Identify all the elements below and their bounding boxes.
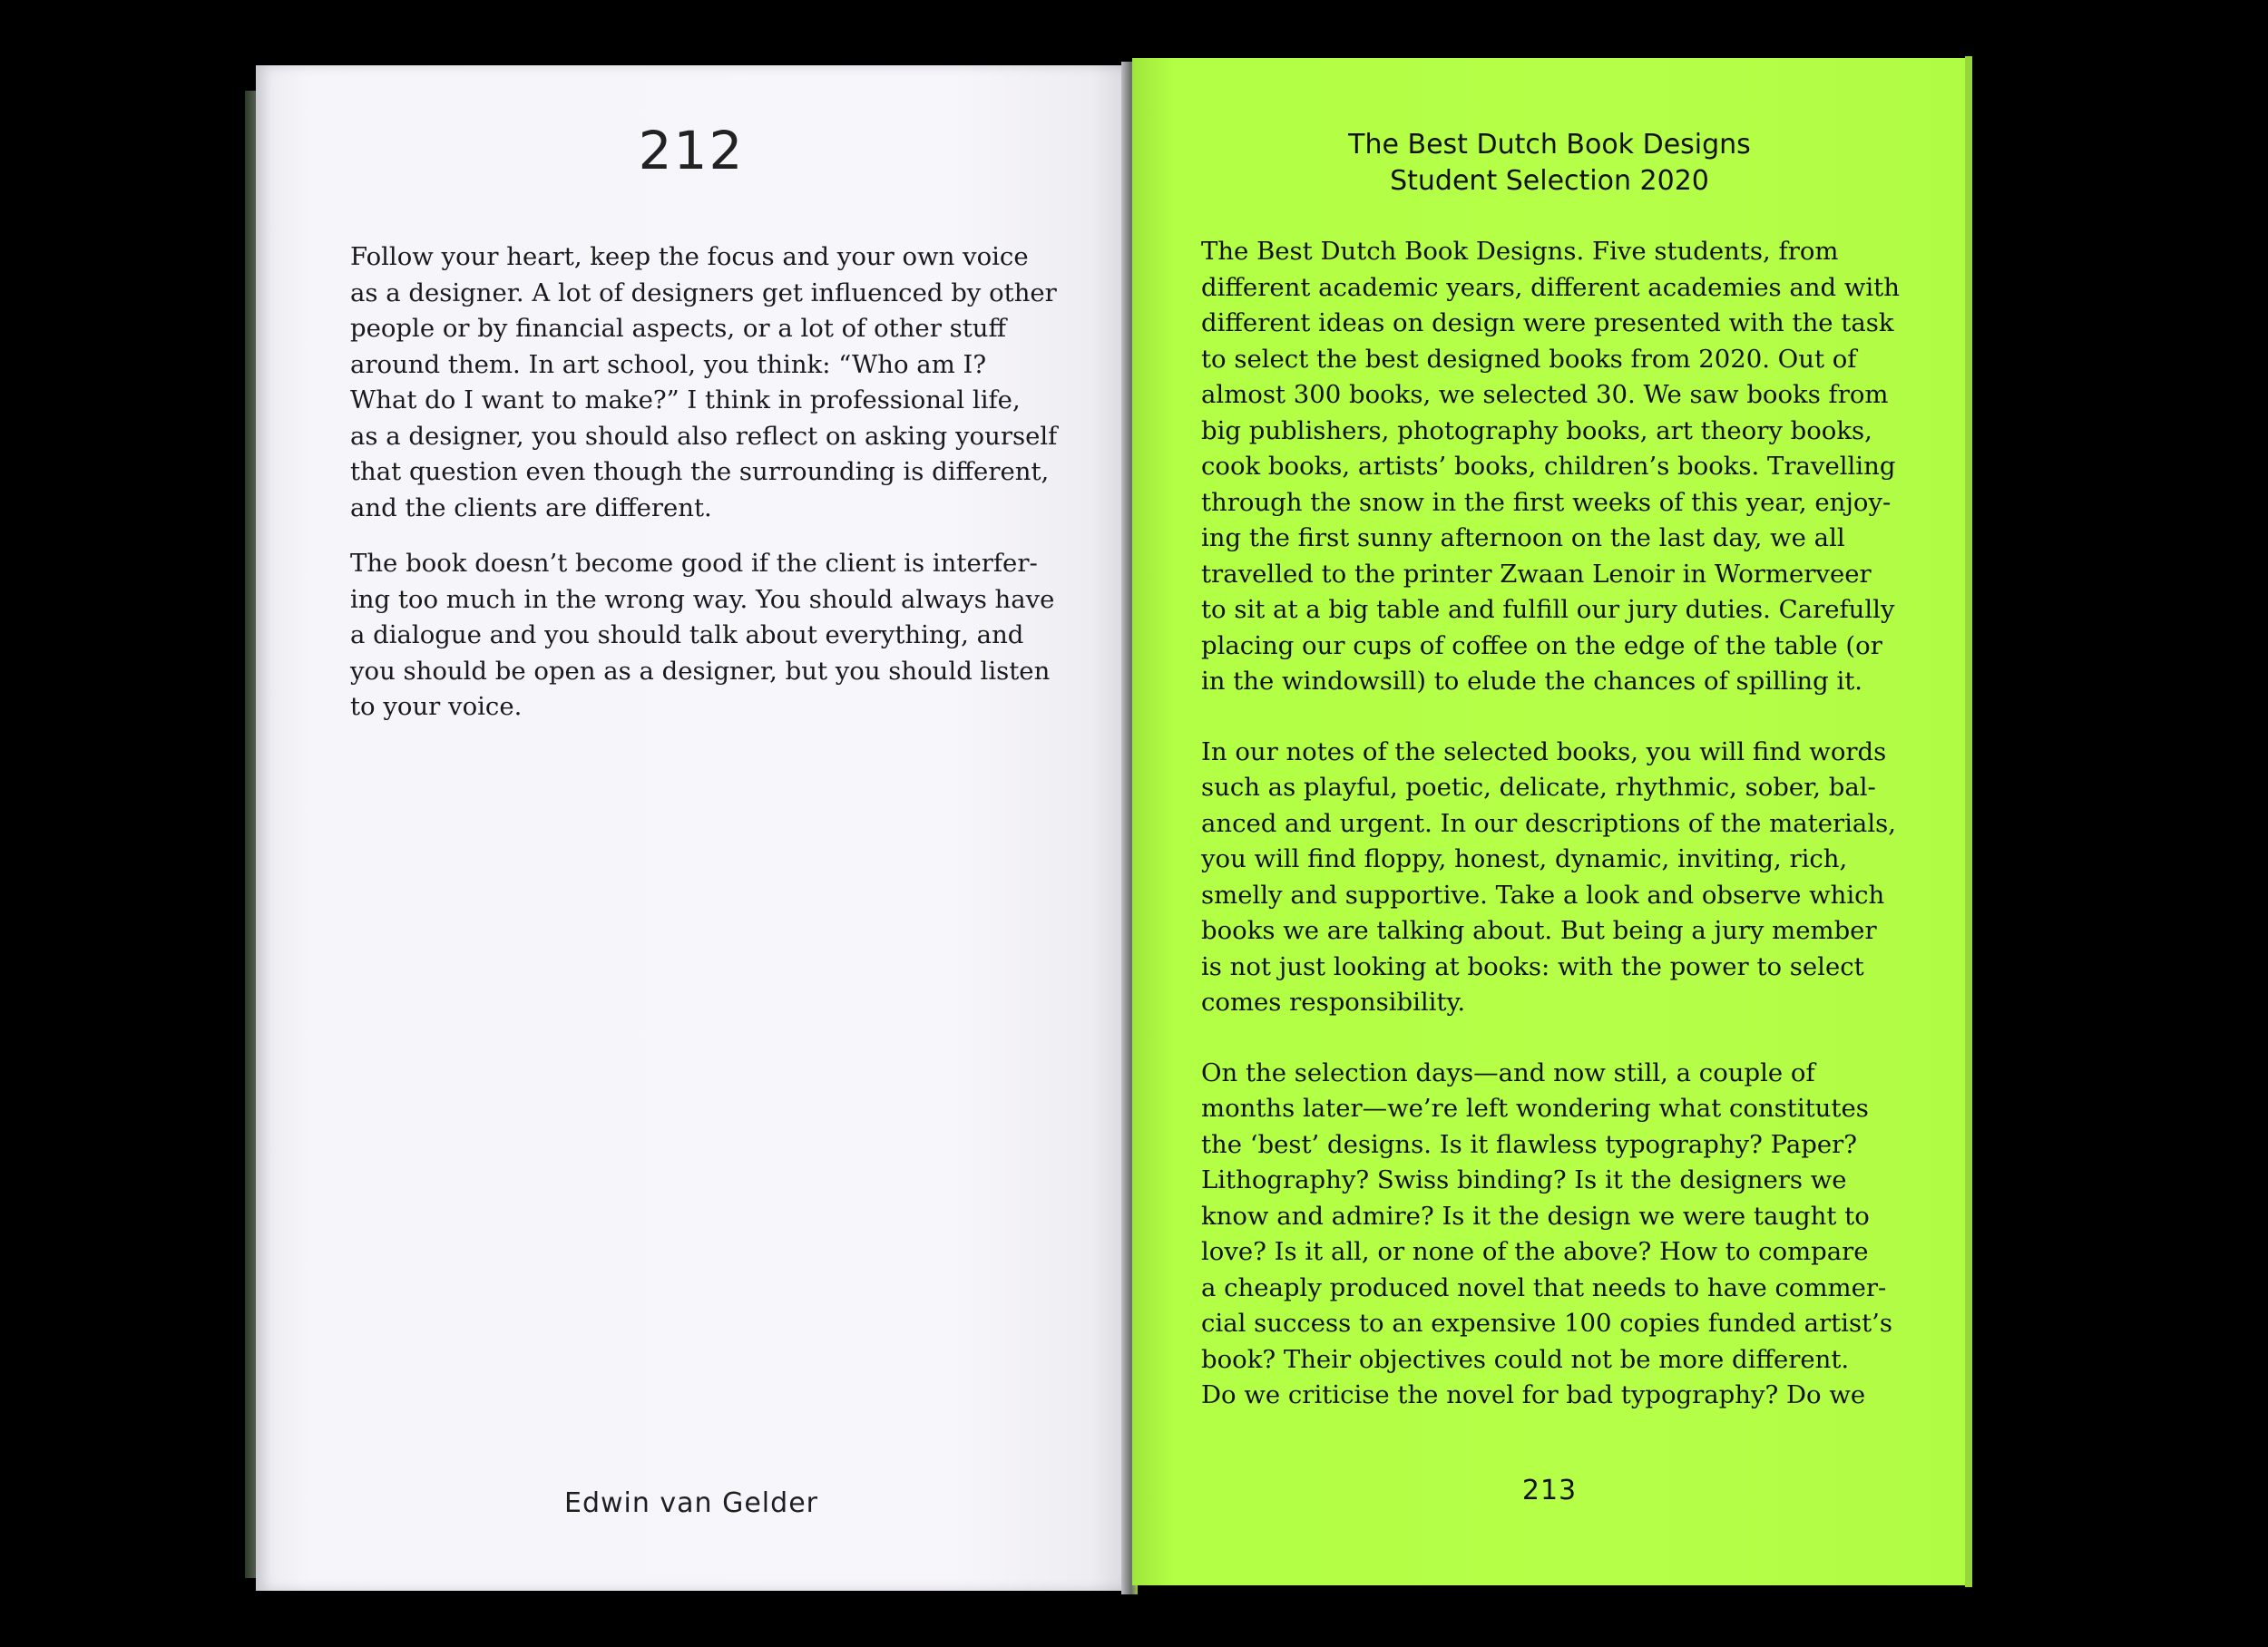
page-number-right: 213 bbox=[1521, 1475, 1578, 1506]
text-line: books we are talking about. But being a jury member bbox=[1201, 916, 1877, 945]
text-line: to sit at a big table and fulfill our jury duties. Carefully bbox=[1201, 595, 1895, 624]
right-page-text bbox=[1201, 234, 1945, 1448]
text-line: Do we criticise the novel for bad typography? Do we bbox=[1201, 1380, 1866, 1409]
text-line: ing too much in the wrong way. You should always have bbox=[350, 584, 1055, 614]
paragraph bbox=[1201, 735, 1945, 1021]
text-line: placing our cups of coffee on the edge of the table (or bbox=[1201, 630, 1882, 660]
text-line: On the selection days—and now still, a couple of bbox=[1201, 1057, 1815, 1087]
text-line: you should be open as a designer, but you should listen bbox=[350, 656, 1051, 686]
text-line: a cheaply produced novel that needs to have commer- bbox=[1201, 1272, 1887, 1302]
text-line: anced and urgent. In our descriptions of the materials, bbox=[1201, 808, 1896, 838]
text-line: smelly and supportive. Take a look and observe which bbox=[1201, 880, 1885, 910]
text-line: love? Is it all, or none of the above? How to compare bbox=[1201, 1237, 1869, 1266]
text-line: through the snow in the first weeks of this year, enjoy- bbox=[1201, 487, 1892, 517]
text-line: comes responsibility. bbox=[1201, 988, 1466, 1017]
text-line: months later—we’re left wondering what constitutes bbox=[1201, 1094, 1869, 1123]
book-edge-right bbox=[1965, 56, 1972, 1587]
text-line: What do I want to make?” I think in professional life, bbox=[350, 385, 1021, 414]
text-line: that question even though the surrounding is different, bbox=[350, 457, 1050, 486]
text-line: Lithography? Swiss binding? Is it the designers we bbox=[1201, 1165, 1847, 1194]
text-line: as a designer. A lot of designers get influenced by other bbox=[350, 278, 1057, 307]
paragraph bbox=[350, 239, 1076, 526]
header-subtitle: Student Selection 2020 bbox=[1390, 165, 1709, 197]
text-line: people or by financial aspects, or a lot of other stuff bbox=[350, 314, 1006, 343]
left-page-text bbox=[350, 239, 1076, 746]
running-footer-author: Edwin van Gelder bbox=[564, 1487, 818, 1519]
paragraph bbox=[1201, 1056, 1945, 1414]
text-line: almost 300 books, we selected 30. We saw books from bbox=[1201, 380, 1889, 409]
text-line: in the windowsill) to elude the chances of spilling it. bbox=[1201, 667, 1863, 696]
text-line: and the clients are different. bbox=[350, 492, 712, 522]
text-line: is not just looking at books: with the power to select bbox=[1201, 951, 1864, 981]
text-line: know and admire? Is it the design we were taught to bbox=[1201, 1201, 1870, 1231]
text-line: The Best Dutch Book Designs. Five students, from bbox=[1201, 237, 1839, 266]
text-line: to your voice. bbox=[350, 692, 523, 721]
left-page bbox=[256, 65, 1127, 1591]
paragraph bbox=[350, 546, 1076, 726]
text-line: as a designer, you should also reflect on asking yourself bbox=[350, 421, 1058, 451]
right-page bbox=[1132, 58, 1967, 1585]
paragraph bbox=[1201, 234, 1945, 700]
text-line: a dialogue and you should talk about everything, and bbox=[350, 620, 1024, 649]
text-line: around them. In art school, you think: “Who am I? bbox=[350, 349, 987, 379]
text-line: ing the first sunny afternoon on the last day, we all bbox=[1201, 523, 1845, 552]
text-line: cook books, artists’ books, children’s books. Travelling bbox=[1201, 452, 1896, 481]
header-title: The Best Dutch Book Designs bbox=[1348, 129, 1751, 161]
text-line: The book doesn’t become good if the client is interfer- bbox=[350, 549, 1038, 578]
text-line: different ideas on design were presented with the task bbox=[1201, 308, 1894, 337]
text-line: different academic years, different academies and with bbox=[1201, 272, 1900, 302]
text-line: such as playful, poetic, delicate, rhythmic, sober, bal- bbox=[1201, 773, 1876, 802]
text-line: travelled to the printer Zwaan Lenoir in Wormerveer bbox=[1201, 559, 1872, 589]
text-line: the ‘best’ designs. Is it flawless typography? Paper? bbox=[1201, 1129, 1858, 1159]
text-line: Follow your heart, keep the focus and your own voice bbox=[350, 242, 1029, 271]
text-line: In our notes of the selected books, you will find words bbox=[1201, 736, 1887, 766]
running-header bbox=[1250, 127, 1849, 200]
text-line: to select the best designed books from 2020. Out of bbox=[1201, 344, 1857, 374]
text-line: cial success to an expensive 100 copies funded artist’s bbox=[1201, 1309, 1892, 1338]
text-line: big publishers, photography books, art theory books, bbox=[1201, 415, 1872, 445]
page-number-left: 212 bbox=[638, 120, 745, 181]
text-line: you will find floppy, honest, dynamic, inviting, rich, bbox=[1201, 844, 1848, 873]
text-line: book? Their objectives could not be more different. bbox=[1201, 1344, 1850, 1374]
